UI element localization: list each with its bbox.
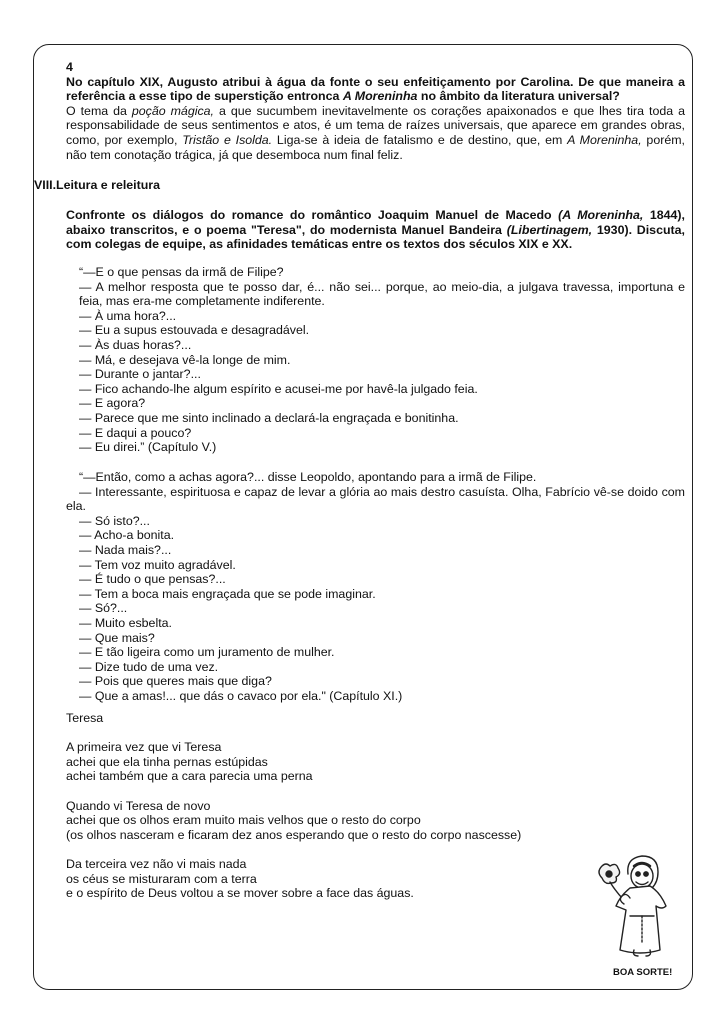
dialog-line: “—Então, como a achas agora?... disse Leopoldo, apontando para a irmã de Filipe. bbox=[79, 470, 537, 484]
dialog-line: — Durante o jantar?... bbox=[79, 367, 201, 382]
poem-line: e o espírito de Deus voltou a se mover sobre a face das águas. bbox=[66, 886, 414, 901]
dialog-line: — Eu a supus estouvada e desagradável. bbox=[79, 323, 310, 338]
question-4 bbox=[66, 60, 685, 162]
poem-line: Da terceira vez não vi mais nada bbox=[66, 856, 247, 871]
dialog-line: — Eu direi.” (Capítulo V.) bbox=[79, 440, 217, 455]
section-heading: VIII.Leitura e releitura bbox=[34, 178, 161, 192]
poem-line: achei que os olhos eram muito mais velhos que o resto do corpo bbox=[66, 813, 421, 828]
dialog-line: — Muito esbelta. bbox=[79, 615, 172, 630]
dialog-line: — Dize tudo de uma vez. bbox=[79, 659, 219, 674]
dialog-line: — Só?... bbox=[79, 601, 128, 616]
dialog-line: — Só isto?... bbox=[79, 513, 150, 528]
dialog-line: “—E o que pensas da irmã de Filipe? bbox=[79, 265, 284, 279]
dialog-line: — É tudo o que pensas?... bbox=[79, 572, 226, 587]
dialog-line: — Pois que queres mais que diga? bbox=[79, 674, 272, 689]
poem-line: Quando vi Teresa de novo bbox=[66, 798, 211, 813]
dialog-line: — E daqui a pouco? bbox=[79, 425, 192, 440]
dialog-chapter-5 bbox=[66, 265, 685, 455]
poem-line: achei também que a cara parecia uma perna bbox=[66, 769, 313, 784]
poem-line: os céus se misturaram com a terra bbox=[66, 871, 257, 886]
dialog-line: — Tem voz muito agradável. bbox=[79, 557, 236, 572]
question-answer: O tema da poção mágica, a que sucumbem inevitavelmente os corações apaixonados e que lhes tira toda a responsabilidade de seus sentimentos e atos, é um tema de raízes universais, que aparece em grandes obras, como, por exemplo, Tristão e Isolda. Liga-se à ideia de fatalismo e de destino, que, em A Moreninha, porém, não tem conotação trágica, já que desemboca num final feliz. bbox=[66, 103, 685, 162]
section-prompt: Confronte os diálogos do romance do romântico Joaquim Manuel de Macedo (A Moreninha, 1844), abaixo transcritos, e o poema "Teresa", do modernista Manuel Bandeira (Libertinagem, 1930). Discuta, com colegas de equipe, as afinidades temáticas entre os textos dos séculos XIX e XX. bbox=[66, 208, 685, 252]
poem-line: (os olhos nasceram e ficaram dez anos esperando que o resto do corpo nascesse) bbox=[66, 827, 522, 842]
dialog-line: — Às duas horas?... bbox=[79, 337, 192, 352]
dialog-line: — E agora? bbox=[79, 396, 146, 411]
footer-good-luck: BOA SORTE! bbox=[613, 967, 673, 978]
poem-teresa bbox=[66, 711, 521, 901]
dialog-chapter-11 bbox=[66, 470, 685, 704]
dialog-line: — À uma hora?... bbox=[79, 308, 177, 323]
monk-with-flower-icon bbox=[590, 852, 672, 960]
dialog-line: — Parece que me sinto inclinado a declará-la engraçada e bonitinha. bbox=[79, 410, 459, 425]
dialog-line: — Nada mais?... bbox=[79, 542, 172, 557]
poem-line: A primeira vez que vi Teresa bbox=[66, 740, 222, 755]
dialog-line: — Acho-a bonita. bbox=[79, 528, 175, 543]
dialog-line: — Interessante, espirituosa e capaz de levar a glória ao mais destro casuísta. Olha, Fabrício vê-se doido com ela. bbox=[66, 484, 685, 514]
poem-line: achei que ela tinha pernas estúpidas bbox=[66, 754, 268, 769]
dialog-line: — Que a amas!... que dás o cavaco por ela." (Capítulo XI.) bbox=[79, 688, 403, 703]
dialog-line: — Que mais? bbox=[79, 630, 155, 645]
question-text: No capítulo XIX, Augusto atribui à água da fonte o seu enfeitiçamento por Carolina. De que maneira a referência a esse tipo de superstição entronca A Moreninha no âmbito da literatura universal? bbox=[66, 74, 685, 104]
dialog-line: — Fico achando-lhe algum espírito e acusei-me por havê-la julgado feia. bbox=[79, 381, 478, 396]
dialog-line: — Tem a boca mais engraçada que se pode imaginar. bbox=[79, 586, 376, 601]
dialog-line: — A melhor resposta que te posso dar, é... não sei... porque, ao meio-dia, a julgava travessa, importuna e feia, mas era-me completamente indiferente. bbox=[79, 279, 685, 309]
dialog-line: — E tão ligeira como um juramento de mulher. bbox=[79, 645, 335, 660]
question-number: 4 bbox=[66, 60, 73, 74]
poem-title: Teresa bbox=[66, 711, 104, 725]
dialog-line: — Má, e desejava vê-la longe de mim. bbox=[79, 352, 291, 367]
